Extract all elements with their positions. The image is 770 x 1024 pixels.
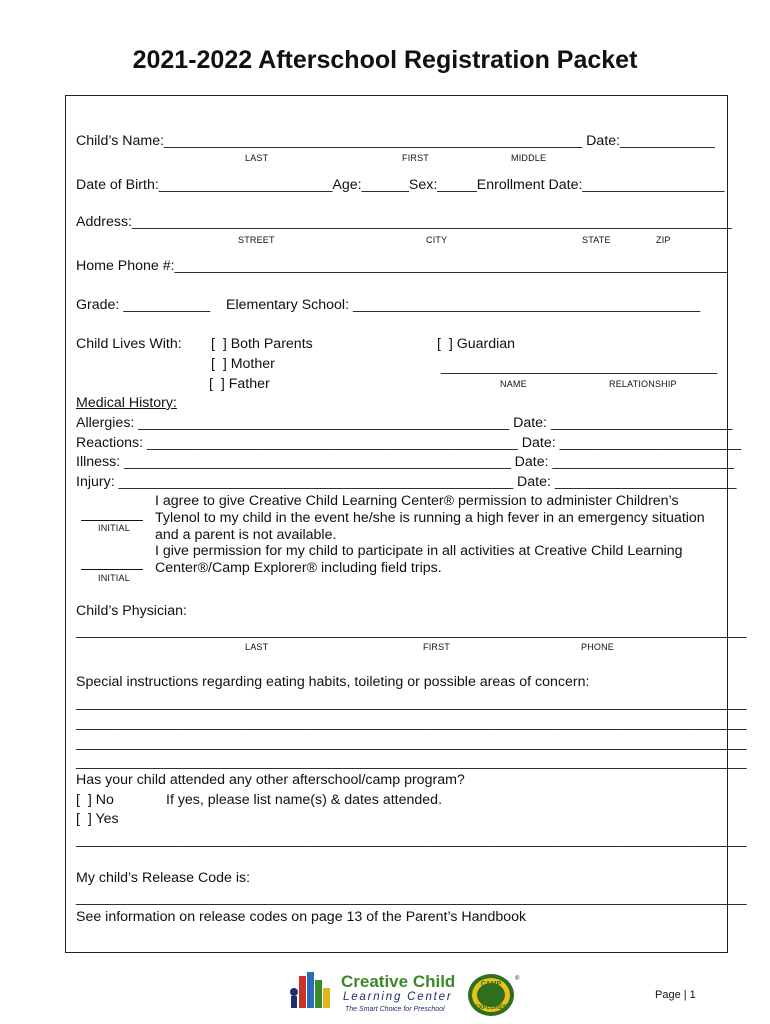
physician-field[interactable]: _____________________________________________________________________________________	[76, 623, 747, 639]
no-checkbox[interactable]: [ ] No	[76, 792, 114, 808]
initial-label-2: INITIAL	[98, 573, 130, 583]
injury-field[interactable]: Injury: __________________________________________________ Date: _______________________	[76, 474, 737, 490]
home-phone-field[interactable]: Home Phone #:______________________________________________________________________	[76, 258, 727, 274]
page-number: Page | 1	[655, 989, 696, 1001]
creative-child-logo	[285, 970, 460, 1016]
consent-tylenol-line-3: and a parent is not available.	[155, 527, 337, 543]
other-program-field[interactable]: _____________________________________________________________________________________	[76, 832, 747, 848]
camp-explorer-logo	[466, 972, 518, 1018]
birth-age-sex-enrollment-field[interactable]: Date of Birth:______________________Age:______Sex:_____Enrollment Date:__________________	[76, 177, 725, 193]
both-parents-checkbox[interactable]: [ ] Both Parents	[211, 336, 313, 352]
address-sub-zip: ZIP	[656, 235, 671, 245]
logo-child-body	[291, 996, 297, 1008]
lives-with-label: Child Lives With:	[76, 336, 182, 352]
initial-line-2[interactable]	[81, 569, 143, 570]
special-instructions-line-3[interactable]: _____________________________________________________________________________________	[76, 735, 747, 751]
physician-sub-phone: PHONE	[581, 642, 615, 652]
release-code-label: My child’s Release Code is:	[76, 870, 251, 886]
logo-name-line-1: Creative Child	[341, 972, 456, 991]
physician-sub-last: LAST	[245, 642, 269, 652]
special-instructions-line-4[interactable]: _____________________________________________________________________________________	[76, 754, 747, 770]
special-instructions-line-1[interactable]: _____________________________________________________________________________________	[76, 695, 747, 711]
address-field[interactable]: Address:____________________________________________________________________________	[76, 214, 732, 230]
child-name-sub-middle: MIDDLE	[511, 153, 547, 163]
logo-tagline: The Smart Choice for Preschool	[345, 1006, 445, 1013]
reactions-field[interactable]: Reactions: _______________________________________________ Date: _______________________	[76, 435, 742, 451]
child-name-field[interactable]: Child’s Name:_____________________________________________________ Date:____________	[76, 133, 715, 149]
initial-label-1: INITIAL	[98, 523, 130, 533]
mother-checkbox[interactable]: [ ] Mother	[211, 356, 275, 372]
consent-activities-line-1: I give permission for my child to participate in all activities at Creative Child Learning	[155, 543, 683, 559]
logo-block-blue	[307, 972, 314, 1008]
child-name-sub-first: FIRST	[402, 153, 429, 163]
release-code-info: See information on release codes on page 13 of the Parent’s Handbook	[76, 909, 527, 925]
allergies-field[interactable]: Allergies: _______________________________________________ Date: _______________________	[76, 415, 733, 431]
release-code-field[interactable]: _____________________________________________________________________________________	[76, 890, 747, 906]
consent-tylenol-line-1: I agree to give Creative Child Learning Center® permission to administer Children’s	[155, 493, 679, 509]
logo-name-line-2: Learning Center	[343, 991, 453, 1003]
initial-line-1[interactable]	[81, 520, 143, 521]
camp-logo-text-1: CAMP	[480, 981, 502, 988]
camp-logo-text-2: EXPLORER	[474, 1005, 508, 1011]
yes-checkbox[interactable]: [ ] Yes	[76, 811, 119, 827]
address-sub-state: STATE	[582, 235, 611, 245]
child-name-sub-last: LAST	[245, 153, 269, 163]
other-program-question: Has your child attended any other afterschool/camp program?	[76, 772, 465, 788]
consent-tylenol-line-2: Tylenol to my child in the event he/she is running a high fever in an emergency situation	[155, 510, 705, 526]
logo-child-head	[290, 988, 298, 996]
page-title: 2021-2022 Afterschool Registration Packet	[132, 46, 638, 74]
father-checkbox[interactable]: [ ] Father	[209, 376, 270, 392]
guardian-name-field[interactable]: ___________________________________	[441, 359, 718, 375]
guardian-checkbox[interactable]: [ ] Guardian	[437, 336, 516, 352]
grade-field[interactable]: Grade: ___________	[76, 297, 211, 313]
medical-history-heading: Medical History:	[76, 395, 177, 411]
logo-block-yellow	[323, 988, 330, 1008]
if-yes-instructions: If yes, please list name(s) & dates attended.	[166, 792, 443, 808]
special-instructions-line-2[interactable]: _____________________________________________________________________________________	[76, 715, 747, 731]
address-sub-city: CITY	[426, 235, 448, 245]
illness-field[interactable]: Illness: _________________________________________________ Date: _______________________	[76, 454, 735, 470]
consent-activities-line-2: Center®/Camp Explorer® including field trips.	[155, 560, 442, 576]
elementary-school-field[interactable]: Elementary School: ____________________________________________	[226, 297, 701, 313]
logo-block-green	[315, 980, 322, 1008]
logo-block-red	[299, 976, 306, 1008]
guardian-sub-relationship: RELATIONSHIP	[609, 379, 677, 389]
physician-sub-first: FIRST	[423, 642, 450, 652]
physician-label: Child’s Physician:	[76, 603, 187, 619]
special-instructions-label: Special instructions regarding eating habits, toileting or possible areas of concern:	[76, 674, 590, 690]
address-sub-street: STREET	[238, 235, 275, 245]
guardian-sub-name: NAME	[500, 379, 527, 389]
camp-logo-registered-mark: ®	[515, 976, 520, 982]
